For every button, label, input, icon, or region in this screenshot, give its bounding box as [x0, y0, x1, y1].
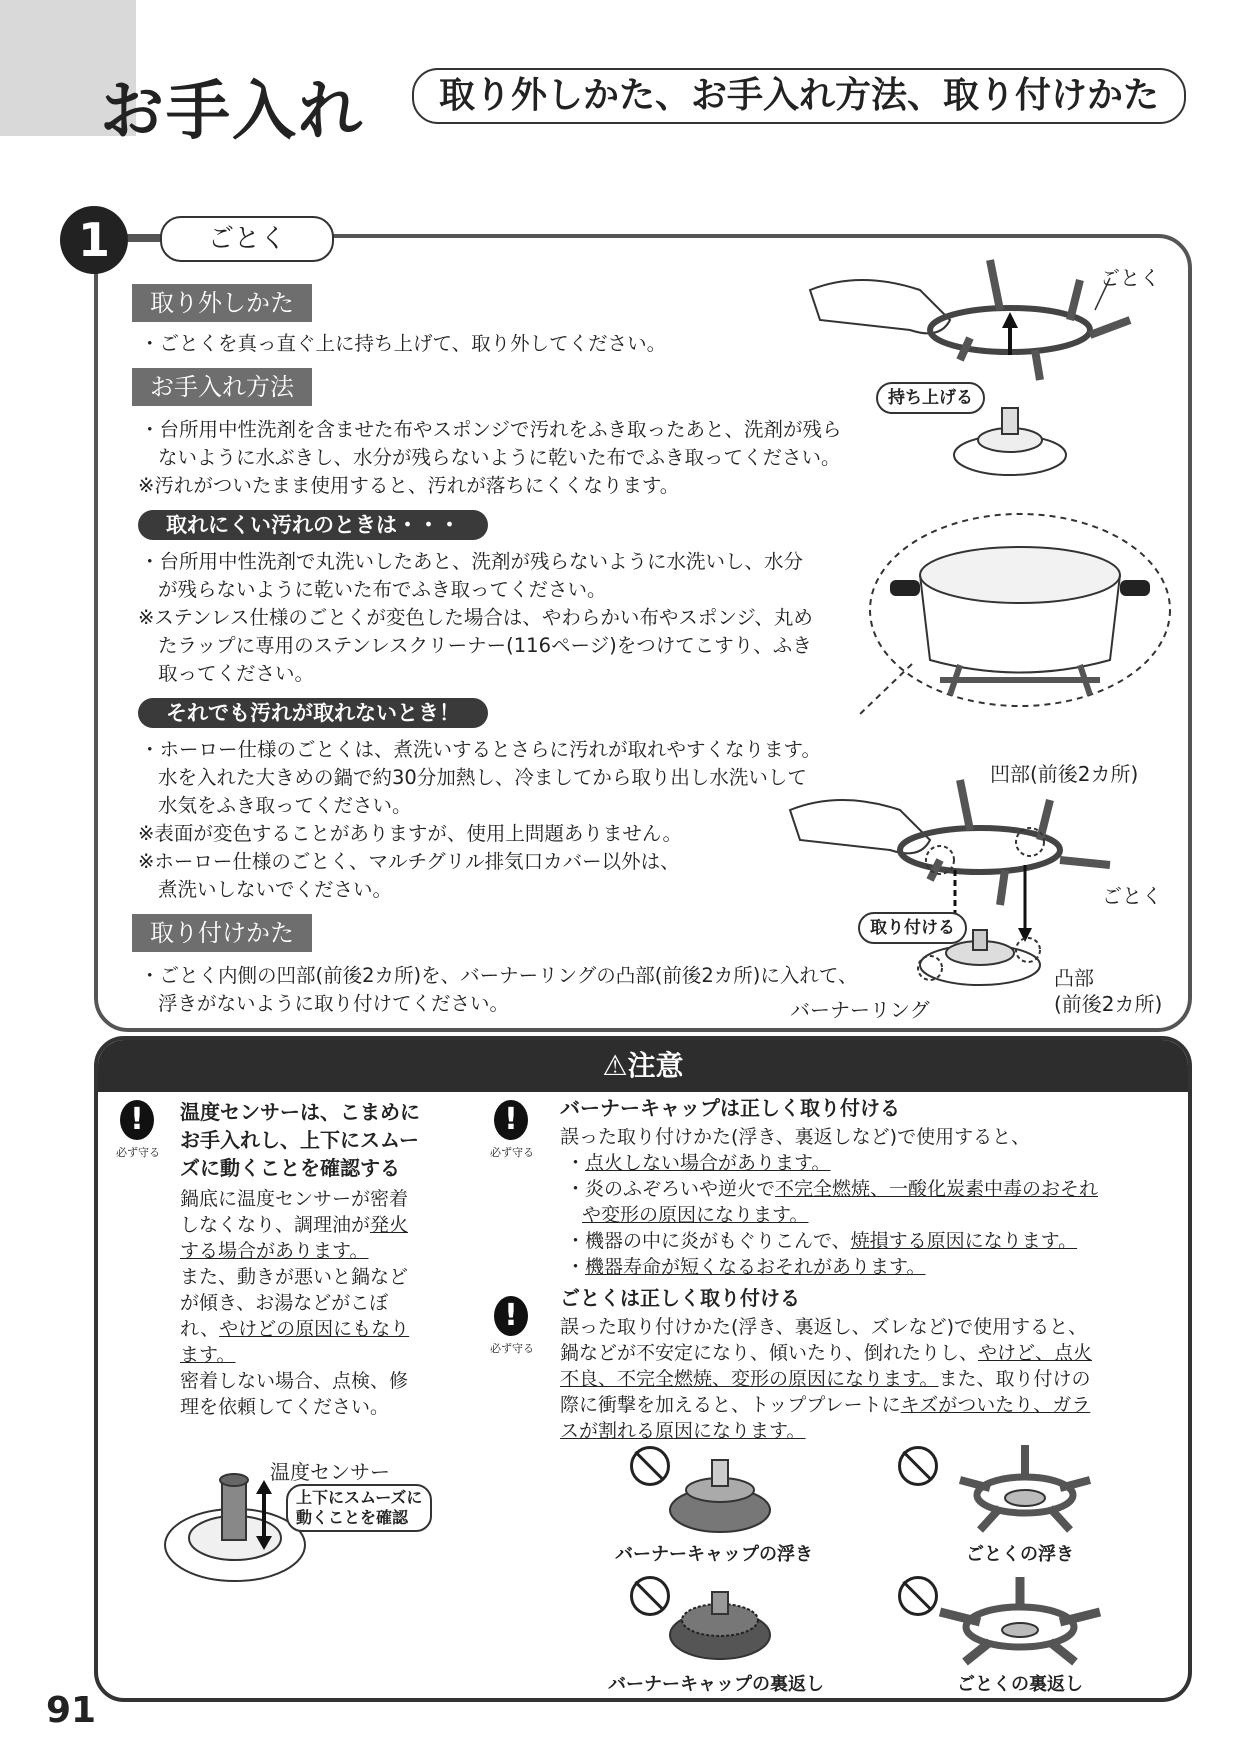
gotoku-float-illustration — [940, 1440, 1110, 1540]
hard-dirt-line-5: 取ってください。 — [158, 662, 315, 685]
label-gotoku-bottom: ごとく — [1102, 884, 1162, 908]
removal-heading: 取り外しかた — [132, 284, 312, 322]
caution2-bullet-2: ・炎のふぞろいや逆火で不完全燃焼、一酸化炭素中毒のおそれ — [566, 1178, 1099, 1200]
hard-dirt-line-2: が残らないように乾いた布でふき取ってください。 — [158, 578, 607, 601]
caution3-line-2: 鍋などが不安定になり、傾いたり、倒れたりし、やけど、点火 — [560, 1342, 1093, 1364]
gotoku-flip-illustration — [930, 1572, 1110, 1672]
label-convex-sub: (前後2カ所) — [1054, 992, 1163, 1016]
step-connector — [128, 238, 164, 242]
caution2-line-1: 誤った取り付けかた(浮き、裏返しなど)で使用すると、 — [560, 1126, 1031, 1148]
caution-title: 注意 — [627, 1049, 684, 1082]
caution1-line-1: 鍋底に温度センサーが密着 — [180, 1188, 409, 1210]
still-dirty-line-3: 水気をふき取ってください。 — [158, 794, 412, 817]
still-dirty-heading: それでも汚れが取れないとき！ — [138, 698, 488, 728]
still-dirty-line-2: 水を入れた大きめの鍋で約30分加熱し、冷ましてから取り出し水洗いして — [158, 766, 807, 789]
caution2-bullet-4: ・機器寿命が短くなるおそれがあります。 — [566, 1256, 926, 1278]
must-label-3: 必ず守る — [490, 1342, 534, 1355]
prohibited-icon-2 — [898, 1446, 938, 1486]
caution2-bullet-3: ・機器の中に炎がもぐりこんで、焼損する原因になります。 — [566, 1230, 1078, 1252]
page-subtitle: 取り外しかた、お手入れ方法、取り付けかた — [412, 68, 1186, 124]
caution1-line-4: また、動きが悪いと鍋など — [180, 1266, 409, 1288]
caution1-line-7: ます。 — [180, 1344, 236, 1366]
page-number: 91 — [46, 1690, 97, 1731]
still-dirty-line-4: ※表面が変色することがありますが、使用上問題ありません。 — [138, 822, 683, 845]
care-text-1: ・台所用中性洗剤を含ませた布やスポンジで汚れをふき取ったあと、洗剤が残ら — [140, 418, 842, 441]
still-dirty-line-6: 煮洗いしないでください。 — [158, 878, 393, 901]
caution1-line-2: しなくなり、調理油が発火 — [180, 1214, 409, 1236]
caption-gotoku-float: ごとくの浮き — [966, 1544, 1074, 1565]
caution2-bullet-2-cont: や変形の原因になります。 — [582, 1204, 809, 1226]
caution1-line-9: 理を依頼してください。 — [180, 1396, 390, 1418]
burner-cap-flip-illustration — [660, 1580, 780, 1670]
care-note: ※汚れがついたまま使用すると、汚れが落ちにくくなります。 — [138, 474, 680, 497]
hard-dirt-heading: 取れにくい汚れのときは・・・ — [138, 510, 488, 540]
caption-cap-float: バーナーキャップの浮き — [615, 1544, 813, 1565]
still-dirty-line-5: ※ホーロー仕様のごとく、マルチグリル排気口カバー以外は、 — [138, 850, 680, 873]
burner-cap-float-illustration — [660, 1450, 780, 1540]
warning-triangle-icon: ⚠ — [602, 1049, 628, 1082]
hard-dirt-line-3: ※ステンレス仕様のごとくが変色した場合は、やわらかい布やスポンジ、丸め — [138, 606, 813, 629]
label-burner-ring: バーナーリング — [790, 998, 930, 1022]
label-check-movement: 上下にスムーズに 動くことを確認 — [286, 1484, 432, 1532]
page-title: お手入れ — [100, 75, 364, 149]
step-number: 1 — [60, 206, 128, 274]
caution1-title-1: 温度センサーは、こまめに — [180, 1100, 420, 1124]
label-lift: 持ち上げる — [876, 382, 985, 414]
hard-dirt-line-4: たラップに専用のステンレスクリーナー(116ページ)をつけてこすり、ふき — [158, 634, 812, 657]
caution-bar — [98, 1040, 1188, 1092]
label-attach: 取り付ける — [858, 912, 967, 944]
caution1-title-3: ズに動くことを確認する — [180, 1156, 400, 1180]
caution1-line-8: 密着しない場合、点検、修 — [180, 1370, 409, 1392]
step-label: ごとく — [160, 216, 334, 262]
care-heading: お手入れ方法 — [132, 368, 312, 406]
caption-cap-flip: バーナーキャップの裏返し — [608, 1674, 824, 1695]
caution1-line-3: する場合があります。 — [180, 1240, 369, 1262]
mandatory-icon-3: ! — [494, 1296, 528, 1336]
label-gotoku-top: ごとく — [1100, 266, 1160, 290]
attach-line-1: ・ごとく内側の凹部(前後2カ所)を、バーナーリングの凸部(前後2カ所)に入れて、 — [140, 964, 858, 987]
bubble-tail — [850, 660, 920, 720]
caption-gotoku-flip: ごとくの裏返し — [957, 1674, 1083, 1695]
caution2-title: バーナーキャップは正しく取り付ける — [560, 1096, 900, 1120]
caution3-line-5: スが割れる原因になります。 — [560, 1420, 806, 1442]
must-label-1: 必ず守る — [116, 1146, 160, 1159]
attach-heading: 取り付けかた — [132, 914, 312, 952]
caution3-line-3: 不良、不完全燃焼、変形の原因になります。また、取り付けの — [560, 1368, 1091, 1390]
care-text-2: ないように水ぶきし、水分が残らないように乾いた布でふき取ってください。 — [158, 446, 841, 469]
caution3-line-1: 誤った取り付けかた(浮き、裏返し、ズレなど)で使用すると、 — [560, 1316, 1088, 1338]
attach-line-2: 浮きがないように取り付けてください。 — [158, 992, 510, 1015]
removal-text: ・ごとくを真っ直ぐ上に持ち上げて、取り外してください。 — [140, 332, 667, 355]
caution1-line-5: が傾き、お湯などがこぼ — [180, 1292, 389, 1314]
caution2-bullet-1: ・点火しない場合があります。 — [566, 1152, 831, 1174]
label-convex: 凸部 — [1054, 966, 1094, 990]
caution1-line-6: れ、やけどの原因にもなり — [180, 1318, 410, 1340]
must-label-2: 必ず守る — [490, 1146, 534, 1159]
still-dirty-line-1: ・ホーロー仕様のごとくは、煮洗いするとさらに汚れが取れやすくなります。 — [140, 738, 821, 761]
label-temperature-sensor: 温度センサー — [270, 1460, 390, 1484]
caution1-title-2: お手入れし、上下にスムー — [180, 1128, 419, 1152]
hard-dirt-line-1: ・台所用中性洗剤で丸洗いしたあと、洗剤が残らないように水洗いし、水分 — [140, 550, 804, 573]
label-recess: 凹部(前後2カ所) — [990, 762, 1139, 786]
mandatory-icon-1: ! — [120, 1100, 154, 1140]
caution3-line-4: 際に衝撃を加えると、トッププレートにキズがついたり、ガラ — [560, 1394, 1091, 1416]
mandatory-icon-2: ! — [494, 1100, 528, 1140]
caution3-title: ごとくは正しく取り付ける — [560, 1286, 800, 1310]
